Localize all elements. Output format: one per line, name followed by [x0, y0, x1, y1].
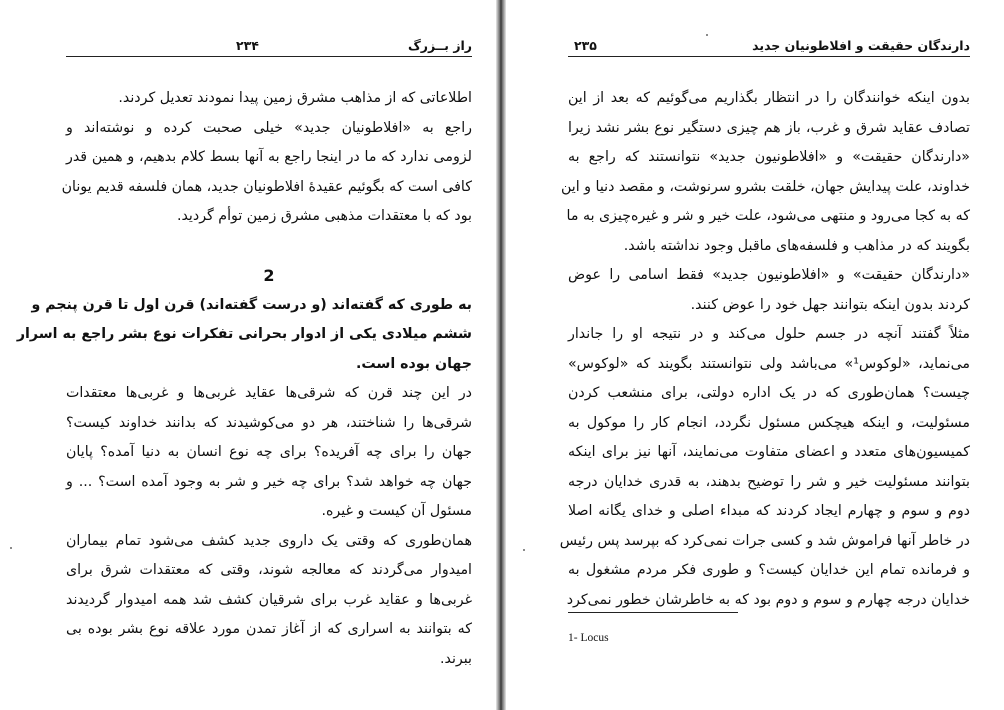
text-line: بود که با معتقدات مذهبی مشرق زمین توأم گردید.: [176, 208, 472, 224]
left-page-number: ۲۳۴: [236, 38, 259, 53]
left-page: [0, 0, 498, 710]
text-line: مثلاً گفتند آنچه در جسم حلول می‌کند و در نتیجه او را جاندار: [568, 326, 970, 342]
text-line: اطلاعاتی که از مذاهب مشرق زمین پیدا نمودند تعدیل کردند.: [118, 90, 472, 106]
book-gutter: [496, 0, 506, 710]
text-line: بگویند که در مذاهب و فلسفه‌های ماقبل وجود نداشته باشد.: [623, 237, 970, 254]
text-line: جهان را برای چه آفریده؟ برای چه نوع انسان به دنیا آمده؟ پایان: [66, 444, 472, 460]
footnote-rule: [568, 612, 738, 613]
scan-speck: [10, 547, 12, 549]
right-header-title: دارندگان حقیقت و افلاطونیان جدید: [752, 38, 970, 53]
text-line: لزومی ندارد که ما در اینجا راجع به آنها بسط کلام بدهیم، و همین قدر: [66, 149, 472, 165]
text-line: مسئول آن کیست و غیره.: [321, 503, 472, 519]
scan-speck: [706, 34, 708, 36]
text-line: بدون اینکه خوانندگان را در انتظار بگذاریم می‌گوئیم که بعد از این: [568, 90, 970, 106]
text-line: و فرمانده تمام این خدایان کیست؟ و طوری فکر مردم مشغول به: [568, 562, 970, 578]
text-line: غربی‌ها و عقاید غرب برای شرقیان کشف شد همه امیدوار گردیدند: [66, 591, 472, 608]
right-page-number: ۲۳۵: [574, 38, 597, 53]
right-page: [506, 0, 1004, 710]
text-line: «دارندگان حقیقت» و «افلاطونیون جدید» نتوانستند که راجع به: [568, 149, 970, 165]
text-line: خدایان درجه چهارم و سوم و دوم بود که به خاطرشان خطور نمی‌کرد: [566, 591, 970, 608]
right-running-header: [568, 36, 970, 57]
text-line: می‌نماید، «لوکوس¹» می‌باشد ولی نتوانستند بگویند که «لوکوس»: [568, 355, 971, 372]
text-line: در خاطر آنها فراموش شد و کسی جرات نمی‌کرد که بپرسد پس رئیس: [559, 532, 970, 549]
scan-speck: [523, 549, 525, 551]
text-line: کافی است که بگوئیم عقیدهٔ افلاطونیان جدید، همان فلسفه قدیم یونان: [61, 178, 472, 195]
left-header-title: راز بــزرگ: [407, 38, 472, 53]
text-line: مسئولیت، و اینکه هیچکس مسئول نگردد، انجام کار را موکول به: [568, 414, 970, 431]
text-line: دوم و سوم و چهارم ایجاد کردند که مبداء اصلی و خدای یگانه اصلا: [568, 503, 970, 519]
text-line: تصادف عقاید شرق و غرب، باز هم چیزی دستگیر نوع بشر نشد زیرا: [568, 119, 970, 136]
text-line: به طوری که گفته‌اند (و درست گفته‌اند) قرن اول تا قرن پنجم و: [31, 296, 472, 313]
right-body-text: [559, 84, 971, 615]
footnote: 1- Locus: [568, 632, 609, 644]
text-line: «دارندگان حقیقت» و «افلاطونیون جدید» فقط اسامی را عوض: [568, 267, 970, 283]
section-number: 2: [263, 266, 275, 285]
text-line: همان‌طوری که وقتی یک داروی جدید کشف می‌شود تمام بیماران: [66, 532, 472, 549]
text-line: راجع به «افلاطونیان جدید» خیلی صحبت کرده و نوشته‌اند و: [66, 119, 472, 136]
text-line: ببرند.: [440, 650, 472, 667]
text-line: که بتوانند به اسراری که از آغاز تمدن مورد علاقه نوع بشر بوده بی: [66, 621, 472, 637]
left-running-header: [66, 36, 472, 57]
text-line: ششم میلادی یکی از ادوار بحرانی تفکرات نوع بشر راجع به اسرار: [16, 326, 472, 342]
text-line: خداوند، علت پیدایش جهان، خلقت بشرو سرنوشت، و مقصد دنیا و این: [560, 178, 970, 195]
text-line: کمیسیون‌های متعدد و اعضای متفاوت می‌نمایند، آنها نیز برای اینکه: [568, 444, 970, 460]
left-body-text: [16, 84, 472, 674]
text-line: شرقی‌ها را شناختند، هر دو می‌کوشیدند که بدانند خداوند کیست؟: [66, 414, 472, 431]
text-line: در این چند قرن که شرقی‌ها عقاید غربی‌ها و غربی‌ها معتقدات: [66, 385, 472, 401]
text-line: که به کجا می‌رود و منتهی می‌شود، علت خیر و شر و غیره‌چیزی به ما: [566, 208, 970, 224]
text-line: جهان بوده است.: [355, 355, 472, 372]
text-line: بتوانند مسئولیت خیر و شر را توضیح بدهند، به قدری خدایان درجه: [568, 473, 970, 490]
text-line: کردند بدون اینکه بتوانند جهل خود را عوض کنند.: [690, 296, 970, 313]
text-line: امیدوار می‌گردند که معالجه شوند، وقتی که معتقدات شرق برای: [66, 562, 472, 578]
text-line: چیست؟ همان‌طوری که در یک اداره دولتی، برای منشعب کردن: [568, 385, 970, 401]
text-line: جهان چه خواهد شد؟ برای چه خیر و شر به وجود آمده است؟ ... و: [66, 473, 472, 490]
